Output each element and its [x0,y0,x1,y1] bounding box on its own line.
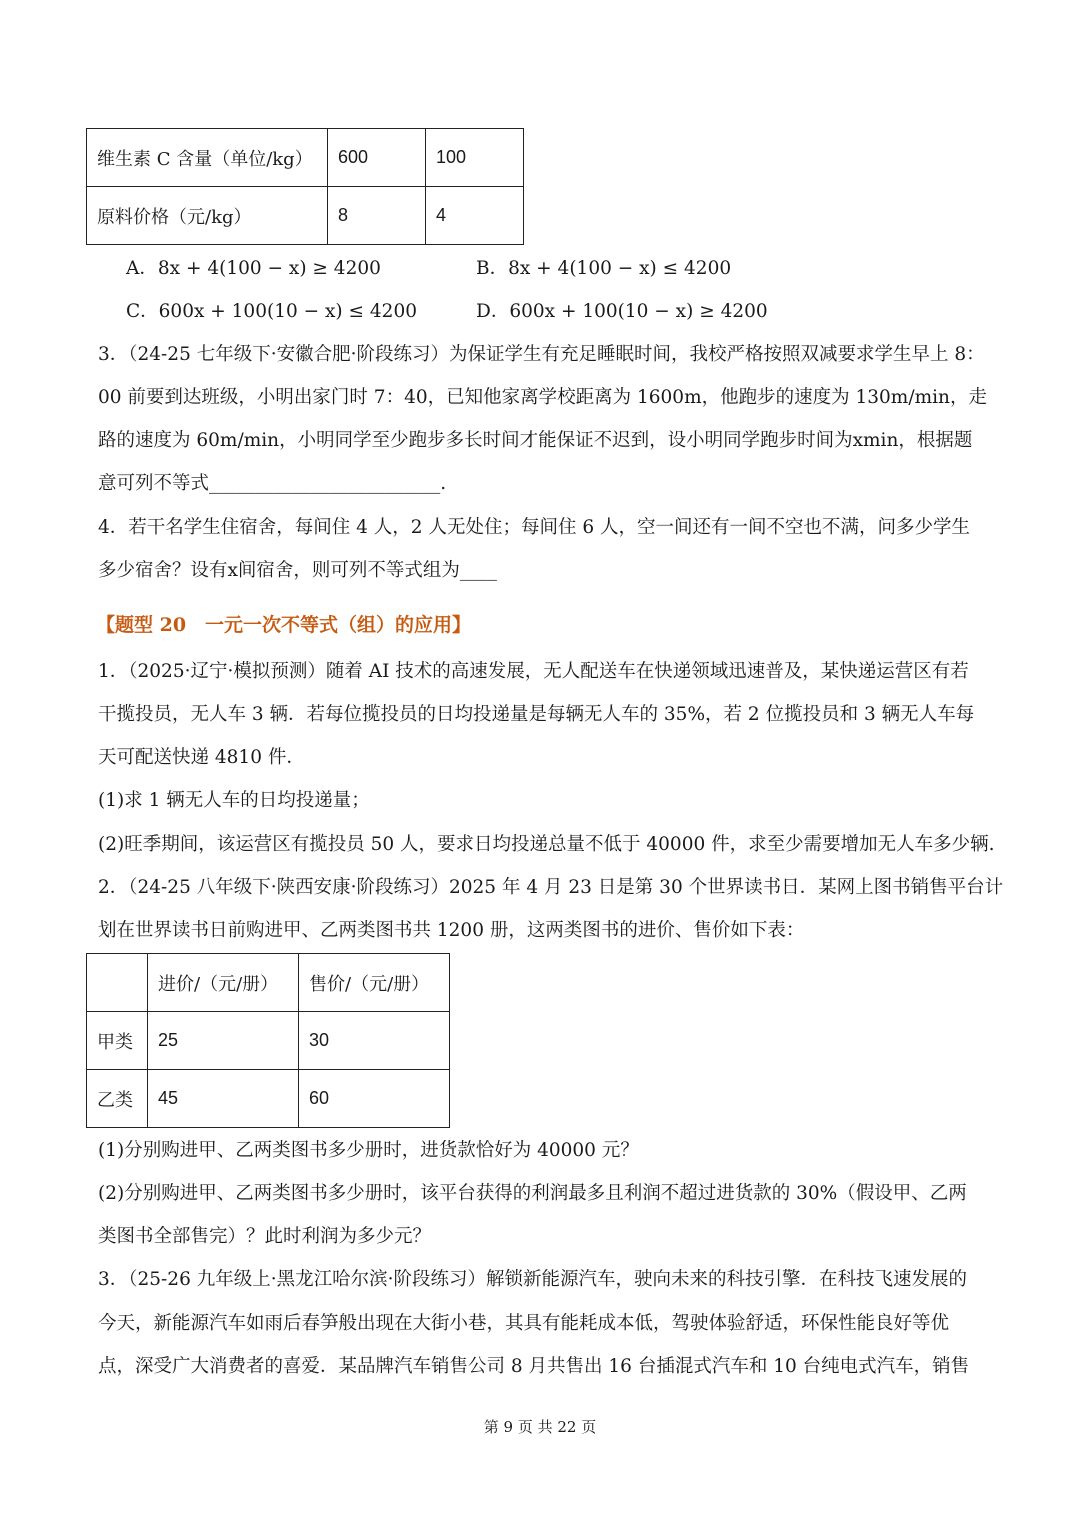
question-3-line: 意可列不等式_________________________. [98,473,447,494]
problem-3-line: 点，深受广大消费者的喜爱．某品牌汽车销售公司 8 月共售出 16 台插混式汽车和 10 台纯电式汽车，销售 [98,1356,970,1377]
table-cell: 60 [299,1070,450,1128]
nutrition-price-table [86,128,524,245]
table-header-row [87,954,450,1012]
problem-1-line: 1．（2025·辽宁·模拟预测）随着 AI 技术的高速发展，无人配送车在快递领域迅速普及，某快递运营区有若 [98,661,969,682]
table-row [87,1070,450,1128]
table-cell: 45 [148,1070,299,1128]
option-a: A．8x + 4(100 − x) ≥ 4200 [126,258,381,279]
page-number-footer: 第 9 页 共 22 页 [483,1418,597,1436]
table-row [87,129,524,187]
table-cell: 8 [328,187,426,245]
question-3-line: 00 前要到达班级，小明出家门时 7：40，已知他家离学校距离为 1600m，他跑步的速度为 130m/min，走 [98,387,987,408]
problem-1-line: 干揽投员，无人车 3 辆．若每位揽投员的日均投递量是每辆无人车的 35%，若 2 位揽投员和 3 辆无人车每 [98,704,975,725]
problem-1-line: 天可配送快递 4810 件． [98,747,305,768]
section-heading: 【题型 20 一元一次不等式（组）的应用】 [96,614,472,636]
question-3-line: 路的速度为 60m/min，小明同学至少跑步多长时间才能保证不迟到，设小明同学跑步时间为xmin，根据题 [98,430,973,451]
table-cell: 30 [299,1012,450,1070]
table-header-cell: 进价/（元/册） [148,954,299,1012]
table-cell: 600 [328,129,426,187]
table-header-cell: 售价/（元/册） [299,954,450,1012]
option-d: D．600x + 100(10 − x) ≥ 4200 [476,301,768,322]
question-4-line: 4．若干名学生住宿舍，每间住 4 人，2 人无处住；每间住 6 人，空一间还有一间不空也不满，问多少学生 [98,517,970,538]
option-c: C．600x + 100(10 − x) ≤ 4200 [126,301,417,322]
problem-2-line: 2．（24-25 八年级下·陕西安康·阶段练习）2025 年 4 月 23 日是第 30 个世界读书日．某网上图书销售平台计 [98,877,1004,898]
table-row [87,187,524,245]
problem-2-line: 划在世界读书日前购进甲、乙两类图书共 1200 册，这两类图书的进价、售价如下表： [98,920,805,941]
problem-1-subquestion: (1)求 1 辆无人车的日均投递量； [98,790,370,811]
problem-2-subquestion: 类图书全部售完）？此时利润为多少元？ [98,1226,432,1247]
table-header-cell [87,954,148,1012]
question-4-line: 多少宿舍？设有x间宿舍，则可列不等式组为____ [98,560,497,581]
question-3-line: 3．（24-25 七年级下·安徽合肥·阶段练习）为保证学生有充足睡眠时间，我校严格按照双减要求学生早上 8： [98,344,985,365]
table-row [87,1012,450,1070]
table-cell: 25 [148,1012,299,1070]
table-cell: 乙类 [87,1070,148,1128]
problem-2-subquestion: (1)分别购进甲、乙两类图书多少册时，进货款恰好为 40000 元？ [98,1140,639,1161]
table-cell: 维生素 C 含量（单位/kg） [87,129,328,187]
problem-3-line: 今天，新能源汽车如雨后春笋般出现在大街小巷，其具有能耗成本低，驾驶体验舒适，环保性能良好等优 [98,1313,950,1334]
table-cell: 甲类 [87,1012,148,1070]
table-cell: 4 [426,187,524,245]
problem-1-subquestion: (2)旺季期间，该运营区有揽投员 50 人，要求日均投递总量不低于 40000 件，求至少需要增加无人车多少辆. [98,834,995,855]
problem-2-subquestion: (2)分别购进甲、乙两类图书多少册时，该平台获得的利润最多且利润不超过进货款的 30%（假设甲、乙两 [98,1183,967,1204]
table-cell: 100 [426,129,524,187]
table-cell: 原料价格（元/kg） [87,187,328,245]
option-b: B．8x + 4(100 − x) ≤ 4200 [476,258,732,279]
problem-3-line: 3．（25-26 九年级上·黑龙江哈尔滨·阶段练习）解锁新能源汽车，驶向未来的科技引擎．在科技飞速发展的 [98,1269,967,1290]
book-price-table [86,953,450,1128]
